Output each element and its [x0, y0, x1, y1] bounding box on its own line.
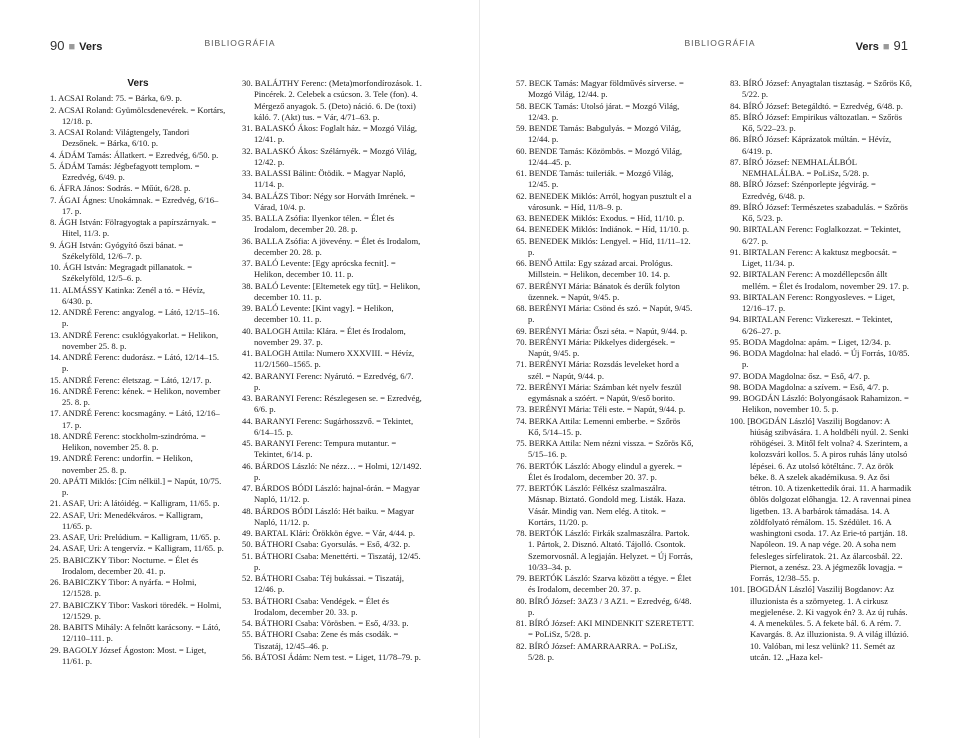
bibliography-entry: 2. ACSAI Roland: Gyümölcsdenevérek. = Kortárs, 12/18. p.	[50, 104, 226, 126]
bibliography-entry: 87. BÍRÓ József: NEMHALÁLBÓL NEMHALÁLBA. = PoLiSz, 5/28. p.	[730, 156, 870, 178]
bibliography-entry: 55. BÁTHORI Csaba: Zene és más csodák. = Tiszatáj, 12/45–46. p.	[242, 629, 399, 651]
bibliography-entry: 39. BALÓ Levente: [Kint vagy]. = Helikon, december 10. 11. p.	[242, 303, 394, 325]
column-2	[242, 78, 422, 663]
bibliography-entry: 30. BALÁJTHY Ferenc: (Meta)morfondírozások. 1. Pincérek. 2. Celebek a csúcson. 3. Tele (fon). 4. Mérgező anyagok. 5. (Deto) náció. 6. De (toxi) káló. 7. (Akt) tus. = Vár, 4/71–63. p.	[242, 78, 422, 122]
bibliography-entry: 62. BENEDEK Miklós: Arról, hogyan pusztult el a városunk. = Híd, 11/8–9. p.	[516, 190, 692, 212]
bibliography-entry: 8. ÁGH István: Fölragyogtak a papírszárnyak. = Hitel, 11/3. p.	[50, 217, 217, 239]
bibliography-entry: 28. BABITS Mihály: A felnőtt karácsony. = Látó, 12/110–111. p.	[50, 622, 221, 644]
page-number: 91	[893, 38, 908, 53]
section-title: Vers	[79, 41, 103, 53]
bibliography-entry: 80. BÍRÓ József: 3AZ3 / 3 AZ1. = Ezredvég, 6/48. p.	[516, 595, 692, 617]
bibliography-entry: 78. BERTÓK László: Firkák szalmaszálra. Partok. 1. Pártok, 2. Disznó. Altató. Tájolló. Csontok. Szemorvosnál. A legjaján. Helyzet. = Új Forrás, 10/33–34. p.	[516, 528, 693, 572]
bibliography-entry: 85. BÍRÓ József: Empirikus változatlan. = Szőrös Kő, 5/22–23. p.	[730, 111, 902, 133]
bibliography-entry: 13. ANDRÉ Ferenc: csuklógyakorlat. = Helikon, november 25. 8. p.	[50, 329, 219, 351]
bibliography-entry: 61. BENDE Tamás: tuileriák. = Mozgó Világ, 12/45. p.	[516, 168, 674, 190]
bibliography-entry: 77. BERTÓK László: Félkész szalmaszálra. Másnap. Biztató. Gondold meg. Listák. Haza. Vásár. Mindig van. Nem elég. A titok. = Kortárs, 11/20. p.	[516, 483, 686, 527]
bibliography-entry: 10. ÁGH István: Megragadt pillanatok. = Székelyföld, 12/5–6. p.	[50, 262, 193, 284]
right-running-head	[856, 38, 908, 53]
header-separator: ■	[68, 41, 76, 53]
bibliography-entry: 79. BERTÓK László: Szarva között a tégye. = Élet és Irodalom, december 20. 37. p.	[516, 573, 692, 595]
bibliography-entry: 92. BIRTALAN Ferenc: A mozdéllepcsőn állt mellém. = Élet és Irodalom, november 29. 17. p.	[730, 269, 909, 291]
bibliography-entry: 49. BARTAL Klári: Örökkön égve. = Vár, 4/44. p.	[242, 528, 415, 538]
bibliography-entry: 65. BENEDEK Miklós: Lengyel. = Híd, 11/11–12. p.	[516, 235, 691, 257]
bibliography-entry: 60. BENDE Tamás: Közömbös. = Mozgó Világ, 12/44–45. p.	[516, 145, 682, 167]
bibliography-entry: 63. BENEDEK Miklós: Exodus. = Híd, 11/10. p.	[516, 213, 685, 223]
bibliography-entry: 35. BALLA Zsófia: Ilyenkor télen. = Élet és Irodalom, december 20. 28. p.	[242, 213, 395, 235]
bibliography-entry: 88. BÍRÓ József: Szénporlepte jégvirág. = Ezredvég, 6/48. p.	[730, 179, 876, 201]
bibliography-entry: 58. BECK Tamás: Utolsó járat. = Mozgó Világ, 12/43. p.	[516, 100, 680, 122]
bibliography-entry: 47. BÁRDOS BÓDI László: hajnal-órán. = Magyar Napló, 11/12. p.	[242, 483, 420, 505]
bibliography-entry: 72. BERÉNYI Mária: Számban két nyelv feszül egymásnak a szóért. = Napút, 9/eső borito.	[516, 381, 682, 403]
bibliography-entry: 36. BALLA Zsófia: A jövevény. = Élet és Irodalom, december 20. 28. p.	[242, 235, 421, 257]
bibliography-entry: 44. BARANYI Ferenc: Sugárhosszvő. = Tekintet, 6/14–15. p.	[242, 415, 414, 437]
bibliography-entry: 54. BÁTHORI Csaba: Vörösben. = Eső, 4/33. p.	[242, 618, 409, 628]
bibliography-entry: 23. ASAF, Uri: Prelúdium. = Kalligram, 11/65. p.	[50, 532, 221, 542]
bibliography-entry: 95. BODA Magdolna: apám. = Liget, 12/34. p.	[730, 336, 891, 347]
bibliography-entry: 82. BÍRÓ József: AMARRAARRA. = PoLiSz, 5/28. p.	[516, 640, 678, 662]
bibliography-entry: 34. BALÁZS Tibor: Négy sor Horváth Imrének. = Várad, 10/4. p.	[242, 190, 416, 212]
bibliography-entry: 4. ÁDÁM Tamás: Állatkert. = Ezredvég, 6/50. p.	[50, 149, 219, 160]
bibliography-entry: 5. ÁDÁM Tamás: Jégbefagyott templom. = Ezredvég, 6/49. p.	[50, 160, 200, 182]
header-separator: ■	[882, 41, 890, 53]
bibliography-entry: 89. BÍRÓ József: Természetes szabadulás. = Szőrös Kő, 5/23. p.	[730, 201, 908, 223]
bibliography-entry: 26. BABICZKY Tibor: A nyárfa. = Holmi, 12/1528. p.	[50, 577, 197, 599]
right-header-title: BIBLIOGRÁFIA	[684, 38, 756, 48]
bibliography-entry: 46. BÁRDOS László: Ne nézz… = Holmi, 12/1492. p.	[242, 460, 422, 482]
bibliography-entry: 48. BÁRDOS BÓDI László: Hét baiku. = Magyar Napló, 11/12. p.	[242, 505, 415, 527]
bibliography-entry: 97. BODA Magdolna: ősz. = Eső, 4/7. p.	[730, 370, 870, 381]
bibliography-entry: 52. BÁTHORI Csaba: Téj bukássai. = Tiszatáj, 12/46. p.	[242, 573, 404, 595]
bibliography-entry: 64. BENEDEK Miklós: Indiánok. = Híd, 11/10. p.	[516, 224, 690, 235]
bibliography-entry: 93. BIRTALAN Ferenc: Rongyosleves. = Liget, 12/16–17. p.	[730, 291, 895, 313]
bibliography-entry: 24. ASAF, Uri: A tengervíz. = Kalligram, 11/65. p.	[50, 543, 224, 554]
left-header-title: BIBLIOGRÁFIA	[204, 38, 276, 48]
bibliography-entry: 96. BODA Magdolna: hal eladó. = Új Forrás, 10/85. p.	[730, 348, 910, 370]
bibliography-entry: 70. BERÉNYI Mária: Pikkelyes didergések. = Napút, 9/45. p.	[516, 336, 676, 358]
bibliography-entry: 76. BERTÓK László: Abogy elindul a gyerek. = Élet és Irodalom, december 20. 37. p.	[516, 460, 682, 482]
bibliography-entry: 57. BECK Tamás: Magyar földművés sírverse. = Mozgó Világ, 12/44. p.	[516, 78, 684, 100]
bibliography-entry: 94. BIRTALAN Ferenc: Vizkereszt. = Tekintet, 6/26–27. p.	[730, 314, 893, 336]
bibliography-entry: 20. APÁTI Miklós: [Cím nélkül.] = Napút, 10/75. p.	[50, 475, 222, 497]
bibliography-entry: 19. ANDRÉ Ferenc: undorfin. = Helikon, november 25. 8. p.	[50, 453, 193, 475]
bibliography-entry: 17. ANDRÉ Ferenc: kocsmagány. = Látó, 12/16–17. p.	[50, 408, 220, 430]
column-3	[516, 78, 694, 663]
bibliography-entry: 21. ASAF, Uri: A látóidég. = Kalligram, 11/65. p.	[50, 498, 220, 509]
bibliography-entry: 51. BÁTHORI Csaba: Menettérti. = Tiszatáj, 12/45. p.	[242, 550, 421, 572]
bibliography-entry: 100. [BOGDÁN László] Vaszilij Bogdanov: A hiúság szibvására. 1. A holdbéli nyúl. 2. Senki röhögései. 3. Mitől felt volna? 4. Szerintem, a kolozsvári kollos. 5. A piros ruhás lány utolsó lépései. 6. Az utolsó kötéltánc. 7. Az örök béke. 8. A szelek akadémikusa. 9. Az ősi tétron. 10. A tizenkettedik órai. 11. A harmadik öblös dolgozat előhangja. 12. A ravennai pinea ligetben. 13. A barbárok támadása. 14. A zöldfolyató rémálom. 15. Szédület. 16. A washingtoni csoda. 17. Az Erie-tó partján. 18. Napóleon. 19. A nap vége. 20. A soha nem felesleges sírfeliratok. 21. Az álarcosbál. 22. Piernot, a zenész. 23. A jégmezők lovagja. = Forrás, 12/38–55. p.	[730, 415, 912, 583]
bibliography-entry: 59. BENDE Tamás: Babgulyás. = Mozgó Világ, 12/44. p.	[516, 123, 682, 145]
bibliography-entry: 14. ANDRÉ Ferenc: dudorász. = Látó, 12/14–15. p.	[50, 352, 220, 374]
bibliography-entry: 15. ANDRÉ Ferenc: életszag. = Látó, 12/17. p.	[50, 374, 212, 385]
bibliography-entry: 74. BERKA Attila: Lemenni emberbe. = Szőrös Kő, 5/14–15. p.	[516, 415, 681, 437]
right-page	[480, 0, 960, 738]
bibliography-entry: 69. BERÉNYI Mária: Őszi séta. = Napút, 9/44. p.	[516, 325, 688, 336]
bibliography-entry: 68. BERÉNYI Mária: Csönd és szó. = Napút, 9/45. p.	[516, 303, 693, 325]
bibliography-entry: 67. BERÉNYI Mária: Bánatok és derűk folyton üzennek. = Napút, 9/45. p.	[516, 280, 680, 302]
bibliography-entry: 98. BODA Magdolna: a szívem. = Eső, 4/7. p.	[730, 381, 889, 392]
bibliography-entry: 16. ANDRÉ Ferenc: kének. = Helikon, november 25. 8. p.	[50, 385, 221, 407]
bibliography-entry: 101. [BOGDÁN László] Vaszilij Bogdanov: Az illuzionista és a szörnyeteg. 1. A cirkusz megjelenése. 2. Ki vagyok én? 3. Az új ruhás. 4. A meneküles. 5. A fekete bál. 6. A rém. 7. Kavargás. 8. Az illuzionista. 9. A világ illúzió. 10. Valóban, mi lesz velünk? 11. Semét az utcán. 12. „Haza kel-	[730, 584, 909, 662]
column-4	[730, 78, 912, 663]
bibliography-entry: 33. BALASSI Bálint: Ötödik. = Magyar Napló, 11/14. p.	[242, 168, 406, 190]
bibliography-entry: 29. BAGOLY József Ágoston: Most. = Liget, 11/61. p.	[50, 644, 207, 666]
bibliography-entry: 31. BALASKÓ Ákos: Foglalt ház. = Mozgó Világ, 12/41. p.	[242, 123, 418, 145]
bibliography-entry: 86. BÍRÓ József: Káprázatok múltán. = Hévíz, 6/419. p.	[730, 134, 892, 156]
page-number: 90	[50, 38, 65, 53]
bibliography-entry: 42. BARANYI Ferenc: Nyárutó. = Ezredvég, 6/7. p.	[242, 370, 414, 392]
bibliography-entry: 6. ÁFRA János: Sodrás. = Műút, 6/28. p.	[50, 183, 191, 194]
column-title: Vers	[127, 78, 149, 89]
bibliography-entry: 71. BERÉNYI Mária: Rozsdás leveleket hord a szél. = Napút, 9/44. p.	[516, 359, 680, 381]
column-1	[50, 78, 226, 667]
bibliography-entry: 12. ANDRÉ Ferenc: angyalog. = Látó, 12/15–16. p.	[50, 307, 220, 329]
bibliography-entry: 25. BABICZKY Tibor: Nocturne. = Élet és Irodalom, december 20. 41. p.	[50, 554, 199, 576]
bibliography-entry: 56. BÁTOSI Ádám: Nem test. = Liget, 11/78–79. p.	[242, 651, 421, 662]
bibliography-entry: 7. ÁGAI Ágnes: Unokámnak. = Ezredvég, 6/16–17. p.	[50, 194, 219, 216]
bibliography-entry: 38. BALÓ Levente: [Eltemetek egy tűt]. = Helikon, december 10. 11. p.	[242, 280, 421, 302]
bibliography-entry: 32. BALASKÓ Ákos: Szélárnyék. = Mozgó Világ, 12/42. p.	[242, 145, 417, 167]
bibliography-entry: 90. BIRTALAN Ferenc: Foglalkozzat. = Tekintet, 6/27. p.	[730, 224, 901, 246]
section-title: Vers	[855, 41, 879, 53]
bibliography-entry: 45. BARANYI Ferenc: Tempura mutantur. = Tekintet, 6/14. p.	[242, 438, 397, 460]
bibliography-entry: 27. BABICZKY Tibor: Vaskori töredék. = Holmi, 12/1529. p.	[50, 599, 222, 621]
bibliography-entry: 84. BÍRÓ József: Betegáldtó. = Ezredvég, 6/48. p.	[730, 100, 903, 111]
bibliography-entry: 22. ASAF, Uri: Menedékváros. = Kalligram, 11/65. p.	[50, 509, 203, 531]
bibliography-entry: 73. BERÉNYI Mária: Téli este. = Napút, 9/44. p.	[516, 404, 686, 415]
bibliography-entry: 41. BALOGH Attila: Numero XXXVIII. = Hévíz, 11/2/1560–1565. p.	[242, 348, 415, 370]
bibliography-entry: 50. BÁTHORI Csaba: Gyorsulás. = Eső, 4/32. p.	[242, 539, 411, 550]
bibliography-entry: 11. ALMÁSSY Katinka: Zenél a tó. = Hévíz, 6/430. p.	[50, 284, 206, 306]
bibliography-entry: 83. BÍRÓ József: Anyagtalan tisztaság. = Szőrös Kő, 5/22. p.	[730, 78, 912, 100]
bibliography-entry: 9. ÁGH István: Gyógyító őszi bánat. = Székelyföld, 12/6–7. p.	[50, 239, 184, 261]
bibliography-entry: 91. BIRTALAN Ferenc: A kaktusz megbocsát. = Liget, 11/34. p.	[730, 246, 897, 268]
bibliography-entry: 3. ACSAI Roland: Világtengely, Tandori Dezsőnek. = Bárka, 6/10. p.	[50, 127, 190, 149]
bibliography-entry: 43. BARANYI Ferenc: Részlegesen se. = Ezredvég, 6/6. p.	[242, 393, 422, 415]
bibliography-entry: 40. BALOGH Attila: Klára. = Élet és Irodalom, november 29. 37. p.	[242, 325, 406, 347]
bibliography-entry: 37. BALÓ Levente: [Egy aprócska fecnit]. = Helikon, december 10. 11. p.	[242, 258, 396, 280]
bibliography-entry: 81. BÍRÓ József: AKI MINDENKIT SZERETETT. = PoLiSz, 5/28. p.	[516, 618, 694, 640]
bibliography-entry: 66. BENŐ Attila: Egy század arcai. Prológus. Millstein. = Helikon, december 10. 14. p.	[516, 258, 673, 280]
bibliography-entry: 75. BERKA Attila: Nem nézni vissza. = Szőrös Kő, 5/15–16. p.	[516, 438, 694, 460]
bibliography-entry: 18. ANDRÉ Ferenc: stockholm-szindróma. = Helikon, november 25. 8. p.	[50, 430, 206, 452]
bibliography-entry: 99. BOGDÁN László: Bolyongásaok Rahamizon. = Helikon, november 10. 5. p.	[730, 393, 909, 415]
bibliography-entry: 53. BÁTHORI Csaba: Vendégek. = Élet és Irodalom, december 20. 33. p.	[242, 595, 389, 617]
bibliography-entry: 1. ACSAI Roland: 75. = Bárka, 6/9. p.	[50, 93, 182, 104]
